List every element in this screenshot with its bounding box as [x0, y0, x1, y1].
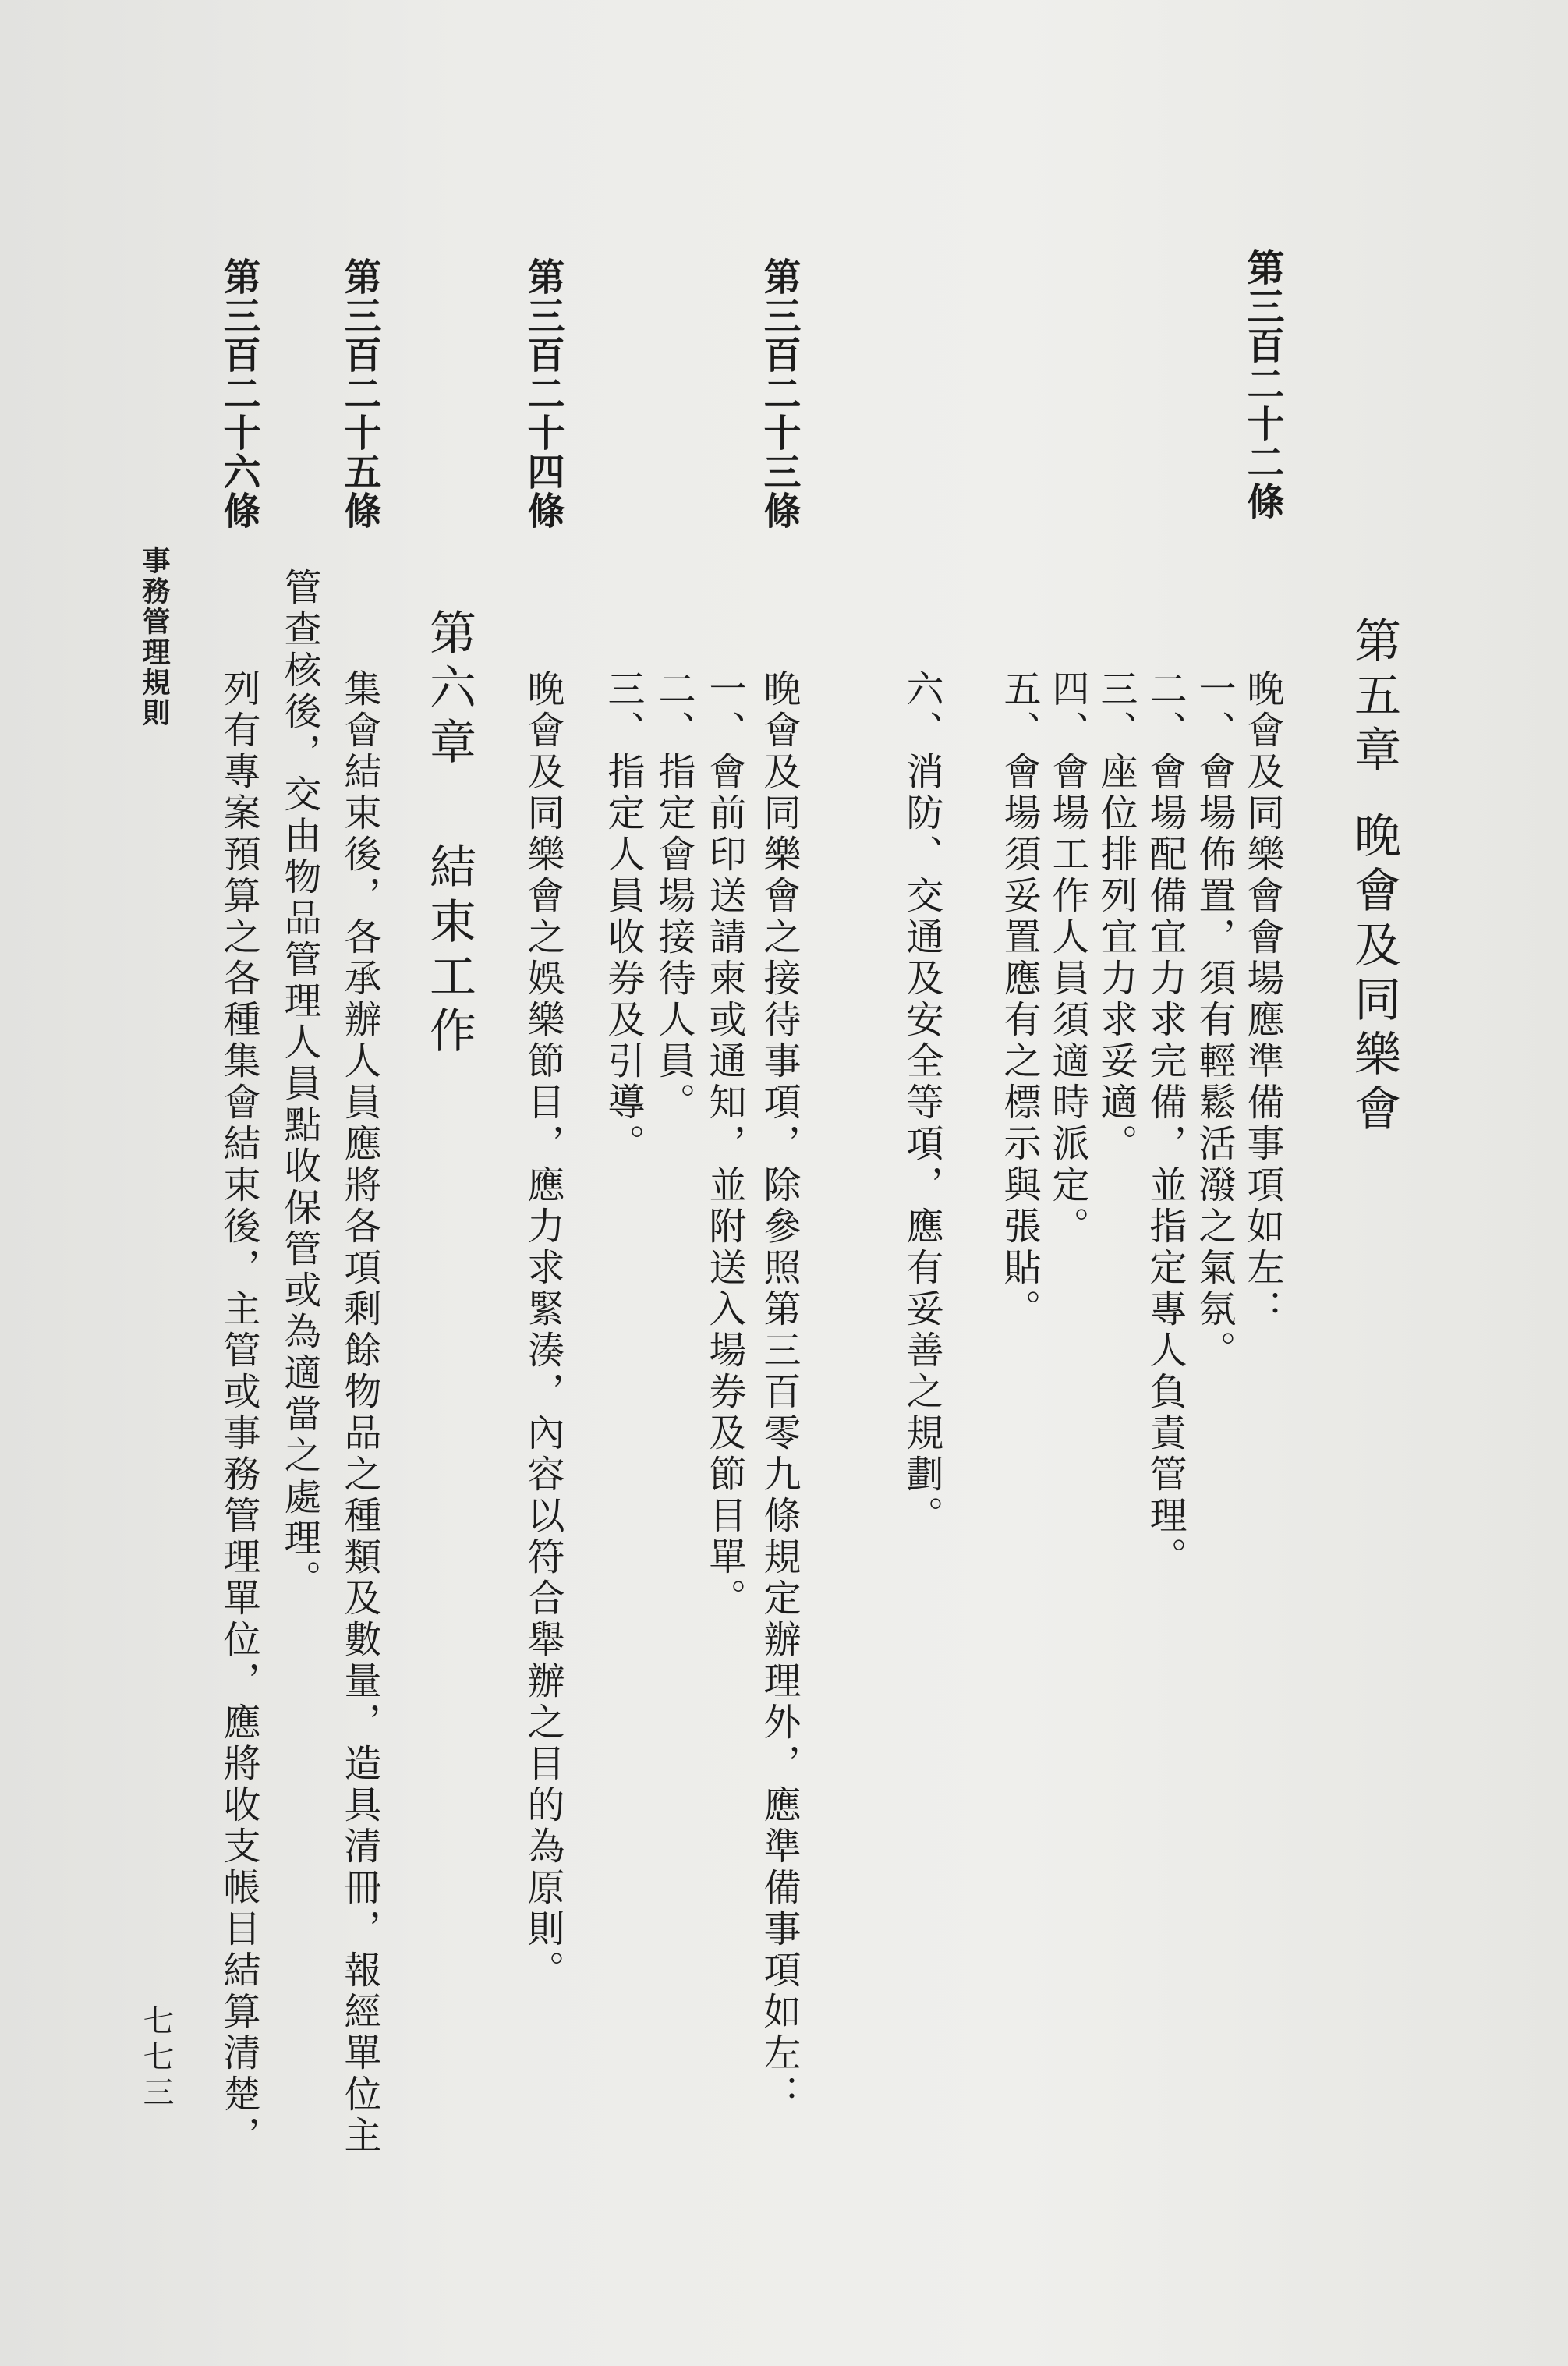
- chapter-5-title: 晚會及同樂會: [1347, 811, 1401, 1139]
- article-323-item-1: 一、會前印送請柬或通知，並附送入場券及節目單。: [703, 669, 746, 1620]
- article-325-line-1: 集會結束後，各承辦人員應將各項剩餘物品之種類及數量，造具清冊，報經單位主: [338, 669, 381, 2157]
- article-323-body: 晚會及同樂會之接待事項，除參照第三百零九條規定辦理外，應準備事項如左：: [757, 669, 801, 2116]
- article-322-item-4: 四、會場工作人員須適時派定。: [1046, 669, 1089, 1248]
- book-title: 事務管理規則: [138, 546, 171, 728]
- article-323-item-3: 三、指定人員收券及引導。: [601, 669, 645, 1165]
- article-322-item-5: 五、會場須妥置應有之標示與張貼。: [997, 669, 1041, 1330]
- article-322-item-1: 一、會場佈置，須有輕鬆活潑之氣氛。: [1192, 669, 1236, 1372]
- article-323-item-2: 二、指定會場接待人員。: [652, 669, 696, 1124]
- chapter-5-label: 第五章: [1347, 616, 1401, 780]
- article-324-body: 晚會及同樂會之娛樂節目，應力求緊湊，內容以符合舉辦之目的為原則。: [521, 669, 565, 1992]
- chapter-5-heading: [1347, 616, 1401, 1139]
- article-324-number: 第三百二十四條: [521, 257, 565, 530]
- chapter-6-heading: [422, 608, 476, 1061]
- article-322-item-6: 六、消防、交通及安全等項，應有妥善之規劃。: [900, 669, 943, 1537]
- article-322-number: 第三百二十二條: [1241, 248, 1284, 521]
- chapter-6-label: 第六章: [422, 608, 476, 772]
- article-322-item-3: 三、座位排列宜力求妥適。: [1094, 669, 1138, 1165]
- article-326-number: 第三百二十六條: [217, 257, 260, 530]
- article-323-number: 第三百二十三條: [757, 257, 801, 530]
- chapter-6-title: 結束工作: [422, 842, 476, 1061]
- article-322-body: 晚會及同樂會會場應準備事項如左：: [1241, 669, 1284, 1330]
- article-325-line-2: 管查核後，交由物品管理人員點收保管或為適當之處理。: [278, 568, 321, 1601]
- article-325-number: 第三百二十五條: [338, 257, 381, 530]
- article-322-item-2: 二、會場配備宜力求完備，並指定專人負責管理。: [1143, 669, 1187, 1578]
- article-326-line-1: 列有專案預算之各種集會結束後，主管或事務管理單位，應將收支帳目結算清楚，: [217, 669, 260, 2157]
- page-number: 七七三: [138, 2004, 174, 2112]
